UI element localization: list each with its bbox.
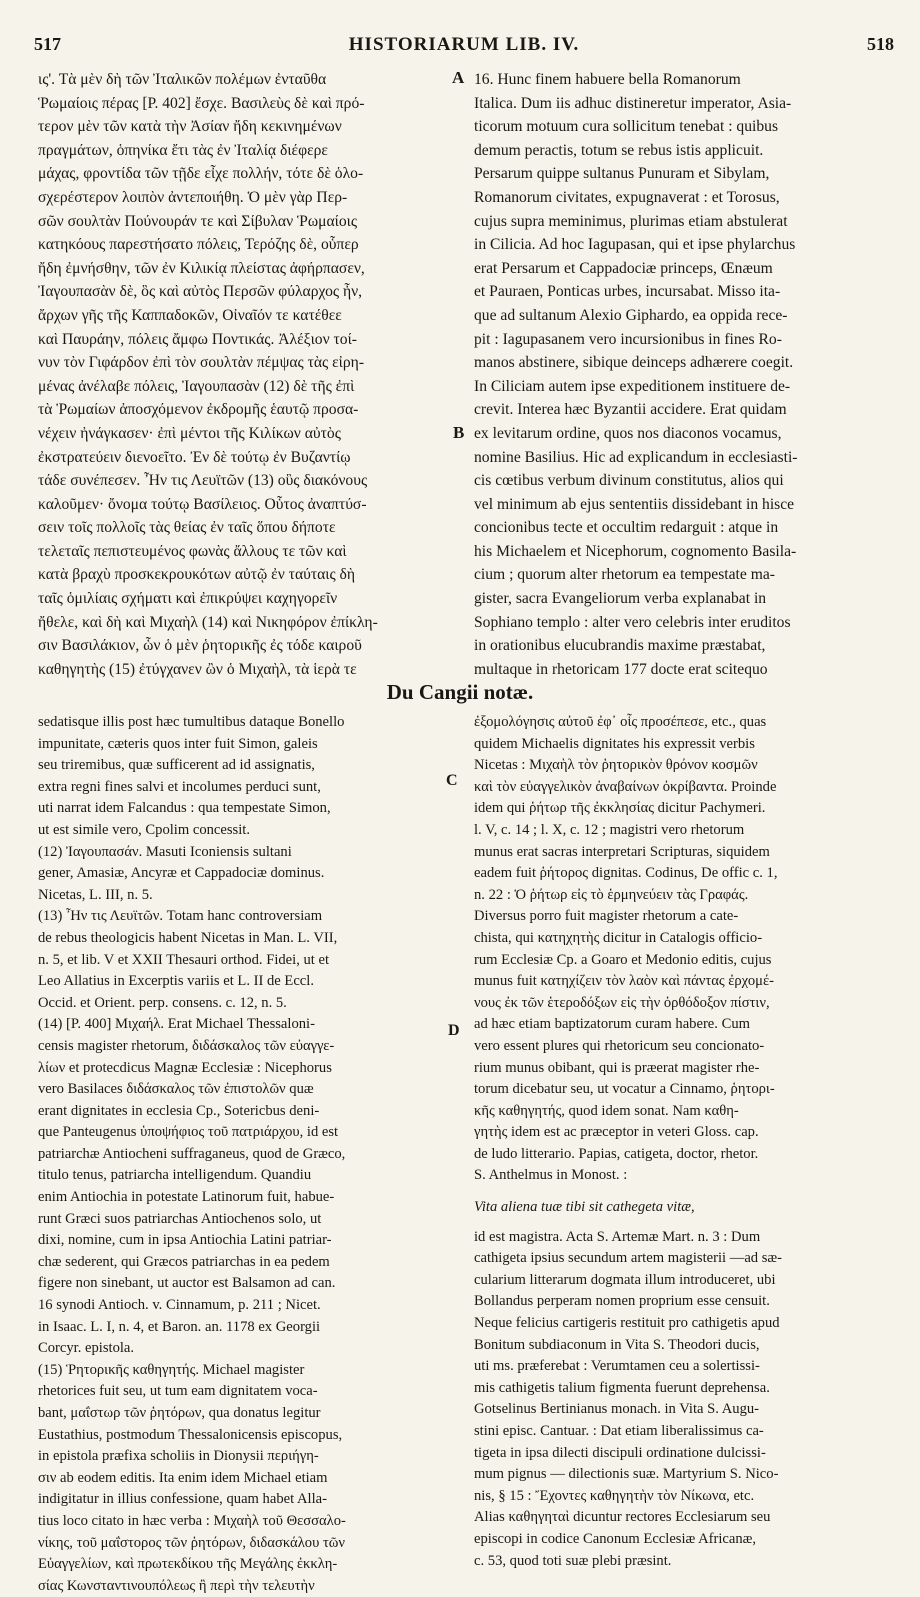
latin-text-line: in orationibus elucubrandis maxime præstabat, (474, 637, 766, 655)
greek-text-line: σχερέστερον λοιπὸν ἀντεποιήθη. Ὁ μὲν γὰρ Περ- (38, 188, 348, 206)
note-line: censis magister rhetorum, διδάσκαλος τῶν εὐαγγε- (38, 1037, 335, 1054)
running-title: HISTORIARUM LIB. IV. (348, 34, 580, 55)
note-line: bant, μαΐστωρ τῶν ῥητόρων, qua donatus legitur (38, 1405, 321, 1421)
greek-text-line: καὶ Παυράην, πόλεις ἄμφω Ποντικάς. Ἀλέξιον τοί- (38, 330, 357, 348)
note-line: patriarchæ Antiocheni suffraganeus, quod de Græco, (38, 1145, 346, 1162)
note-line: καὶ τὸν εὐαγγελικὸν ἀναβαίνων ὀκρίβαντα. Proinde (474, 778, 777, 795)
note-line: uti narrat idem Falcandus : qua tempestate Simon, (38, 800, 331, 817)
notes-title: Du Cangii notæ. (386, 680, 534, 704)
note-line: enim Antiochia in potestate Latinorum fuit, habue- (38, 1189, 335, 1206)
note-line: λίων et protecdicus Magnæ Ecclesiæ : Nicephorus (38, 1059, 332, 1076)
note-line: quidem Michaelis dignitates his expressit verbis (474, 735, 755, 752)
latin-text-line: ticorum motuum cura sollicitum tenebat : quibus (474, 118, 779, 136)
greek-text-line: τάδε συνέπεσεν. Ἦν τις Λευϊτῶν (13) οὓς διακόνους (38, 472, 368, 490)
running-header (34, 34, 894, 60)
margin-marker-d: D (448, 1022, 460, 1039)
greek-text-line: μένας ἀνέλαβε πόλεις, Ἰαγουπασὰν (12) δὲ τῆς ἐπὶ (38, 377, 355, 395)
note-line: torum dicebatur seu, ut vocatur a Cinnamo, ῥητορι- (474, 1081, 775, 1098)
latin-text-line: cis cœtibus verbum divinum constitutus, alios qui (474, 472, 784, 490)
note-line: erant dignitates in ecclesia Cp., Sotericbus deni- (38, 1102, 320, 1119)
latin-text-line: in Cilicia. Ad hoc Iagupasan, qui et ipse phylarchus (474, 236, 796, 254)
greek-text-line: ἤδη ἐμνήσθην, τῶν ἐν Κιλικίᾳ πλείστας ἀφήρπασεν, (38, 259, 365, 277)
greek-text-line: κατηκόους παρεστήσατο πόλεις, Τερόζης δὲ, οὗπερ (38, 236, 359, 254)
greek-text-line: ις'. Τὰ μὲν δὴ τῶν Ἰταλικῶν πολέμων ἐνταῦθα (38, 71, 327, 88)
note-line: Diversus porro fuit magister rhetorum a cate- (474, 908, 739, 925)
note-line: chista, qui κατηχητὴς dicitur in Catalogis officio- (474, 929, 763, 946)
note-line: κῆς καθηγητής, quod idem sonat. Nam καθη- (474, 1102, 739, 1119)
note-line: Εὐαγγελίων, καὶ πρωτεκδίκου τῆς Μεγάλης ἐκκλη- (38, 1556, 338, 1573)
note-line: Occid. et Orient. perp. consens. c. 12, n. 5. (38, 994, 287, 1011)
note-line: extra regni fines salvi et incolumes perduci sunt, (38, 778, 321, 795)
greek-text-line: κατὰ βραχὺ προσκεκρουκότων αὐτῷ ἐν ταύταις δὴ (38, 566, 356, 584)
latin-text-line: nomine Basilius. Hic ad explicandum in ecclesiasti- (474, 448, 798, 466)
note-line: ἐξομολόγησις αὐτοῦ ἐφ᾽ οἷς προσέπεσε, etc., quas (474, 714, 767, 730)
note-line: Nicetas : Μιχαὴλ τὸν ῥητορικὸν θρόνον κοσμῶν (474, 757, 758, 774)
note-line: que Panteugenus ὑποψήφιος τοῦ πατριάρχου, id est (38, 1124, 339, 1141)
note-line: cularium litterarum dogmata illum introduceret, ubi (474, 1271, 776, 1288)
latin-text-line: Romanorum civitates, expugnaverat : et Torosus, (474, 188, 780, 206)
greek-text-line: σιν Βασιλάκιον, ὧν ὁ μὲν ῥητορικῆς ἐς τόδε καιροῦ (38, 637, 362, 655)
greek-text-line: τελεταῖς πεπιστευμένος φωνὰς ἄλλους τε τῶν καὶ (38, 542, 347, 560)
latin-text-line: cujus supra meminimus, plurimas etiam abstulerat (474, 212, 788, 230)
latin-text-line: pit : Iagupasanem vero incursionibus in fines Ro- (474, 330, 782, 348)
greek-text-line: ἤθελε, καὶ δὴ καὶ Μιχαὴλ (14) καὶ Νικηφόρον ἐπίκλη- (38, 613, 378, 631)
note-line: chæ sederent, qui Græcos patriarchas in ea pedem (38, 1253, 330, 1270)
note-line: σιν ab eodem editis. Ita enim idem Michael etiam (38, 1469, 328, 1486)
note-line: mum pignus — dilectionis suæ. Martyrium S. Nico- (474, 1466, 779, 1483)
latin-text-line: gister, sacra Evangeliorum verba explanabat in (474, 590, 767, 608)
note-line: gener, Amasiæ, Ancyræ et Cappadociæ dominus. (38, 865, 325, 882)
greek-text-line: νέχειν ἠνάγκασεν· ἐπὶ μέντοι τῆς Κιλίκων αὐτὸς (38, 424, 341, 442)
note-line: in epistola præfixa scholiis in Dionysii περιήγη- (38, 1448, 319, 1465)
note-line: S. Anthelmus in Monost. : (474, 1167, 628, 1184)
note-line: 16 synodi Antioch. v. Cinnamum, p. 211 ; Nicet. (38, 1297, 321, 1314)
latin-text-line: his Michaelem et Nicephorum, cognomento Basila- (474, 542, 797, 560)
note-line: ut est simile vero, Cpolim concessit. (38, 821, 250, 838)
note-line: uti ms. præferebat : Verumtamen ceu a solertissi- (474, 1358, 760, 1375)
latin-text-line: et Pauraen, Ponticas urbes, incursabat. Misso ita- (474, 283, 781, 301)
notes-right-column (474, 712, 896, 1572)
note-line: munus fuit κατηχίζειν τὸν λαὸν καὶ πάντας ἐρχομέ- (474, 973, 774, 990)
latin-text-line: ex levitarum ordine, quos nos diaconos vocamus, (474, 424, 782, 442)
greek-text-line: ἄρχων γῆς τῆς Καππαδοκῶν, Οἰναῖόν τε κατέθεε (38, 306, 342, 324)
latin-text-line: multaque in rhetoricam 177 docte erat scitequo (474, 660, 768, 678)
latin-text-line: Italica. Dum iis adhuc distineretur imperator, Asia- (474, 94, 792, 112)
note-line: Gotselinus Bertinianus monach. in Vita S. Augu- (474, 1401, 760, 1418)
note-line: sedatisque illis post hæc tumultibus dataque Bonello (38, 714, 345, 730)
note-line: in Isaac. L. I, n. 4, et Baron. an. 1178 ex Georgii (38, 1318, 321, 1335)
note-line: idem qui ῥήτωρ τῆς ἐκκλησίας dicitur Pachymeri. (474, 800, 766, 817)
greek-text-line: καθηγητὴς (15) ἐτύγχανεν ὢν ὁ Μιχαὴλ, τὰ ἱερὰ τε (38, 660, 357, 678)
latin-text-line: erat Persarum et Cappadociæ princeps, Œnæum (474, 259, 773, 277)
note-line: tigeta in ipsa dilecti discipuli ordinatione dulcissi- (474, 1444, 766, 1461)
note-line: νίκης, τοῦ μαΐστορος τῶν ῥητόρων, διδασκάλου τῶν (38, 1534, 346, 1551)
page-number-right: 518 (867, 34, 894, 54)
greek-text-line: νυν τὸν Γιφάρδον ἐπὶ τὸν σουλτὰν πέμψας τὰς εἰρη- (38, 354, 365, 372)
greek-text-line: Ἰαγουπασὰν δὲ, ὃς καὶ αὐτὸς Περσῶν φύλαρχος ἦν, (38, 283, 363, 301)
note-line: Bonitum subdiaconum in Vita S. Theodori ducis, (474, 1336, 760, 1353)
greek-text-line: καλοῦμεν· ὄνομα τούτῳ Βασίλειος. Οὗτος ἀναπτύσ- (38, 495, 367, 513)
note-line: id est magistra. Acta S. Artemæ Mart. n. 3 : Dum (474, 1228, 761, 1245)
margin-marker-b: B (453, 423, 465, 442)
note-line: Corcyr. epistola. (38, 1340, 135, 1357)
latin-text-line: cium ; quorum alter rhetorum ea tempestate ma- (474, 566, 775, 584)
note-line: titulo tenus, patriarcha intelligendum. Quandiu (38, 1167, 312, 1184)
note-line: runt Græci suos patriarchas Antiochenos solo, ut (38, 1210, 322, 1227)
note-line: dixi, nomine, cum in ipsa Antiochia Latini patriar- (38, 1232, 332, 1249)
note-line: ad hæc etiam baptizatorum curam habere. Cum (474, 1016, 750, 1033)
note-line: (15) Ῥητορικῆς καθηγητής. Michael magister (38, 1361, 305, 1378)
latin-text-line: Sophiano templo : alter vero celebris inter eruditos (474, 613, 791, 631)
greek-text-line: σῶν σουλτὰν Πούνουράν τε καὶ Σίβυλαν Ῥωμαίοις (38, 212, 358, 230)
note-line: (14) [P. 400] Μιχαήλ. Erat Michael Thessaloni- (38, 1016, 315, 1033)
note-line: de rebus theologicis habent Nicetas in Man. L. VII, (38, 929, 338, 946)
greek-text-line: ἐκστρατεύειν διενοεῖτο. Ἐν δὲ τούτῳ ἐν Βυζαντίῳ (38, 448, 351, 466)
note-line: munus erat sacras interpretari Scripturas, siquidem (474, 843, 770, 860)
greek-text-line: μάχας, φροντίδα τῶν τῇδε εἶχε πολλήν, τότε δὲ ὁλο- (38, 165, 364, 183)
note-line: Leo Allatius in Excerptis variis et L. II de Eccl. (38, 973, 314, 990)
note-line: episcopi in codice Canonum Ecclesiæ Africanæ, (474, 1530, 757, 1547)
note-line: Bollandus perperam nomen proprium esse censuit. (474, 1293, 770, 1310)
note-line: indigitatur in illius confessione, quam habet Alla- (38, 1491, 327, 1508)
greek-text-line: ταῖς ὁμιλίαις σχήματι καὶ ἐπικρύψει καχηγορεῖν (38, 590, 338, 608)
latin-text-line: 16. Hunc finem habuere bella Romanorum (474, 71, 741, 88)
latin-text-line: Persarum quippe sultanus Punuram et Sibylam, (474, 165, 770, 183)
note-line: Nicetas, L. III, n. 5. (38, 886, 153, 903)
note-line: n. 5, et lib. V et XXII Thesauri orthod. Fidei, ut et (38, 951, 330, 968)
note-line: Eustathius, postmodum Thessalonicensis episcopus, (38, 1426, 343, 1443)
note-line: cathigeta ipsius secundum artem magisterii —ad sæ- (474, 1250, 783, 1267)
note-line: γητὴς idem est ac præceptor in veteri Gloss. cap. (474, 1124, 759, 1141)
greek-text-line: σειν τοῖς πολλοῖς τὰς θείας ἐν ταῖς ὅπου δήποτε (38, 519, 336, 537)
latin-text-line: crevit. Interea hæc Byzantii accidere. Erat quidam (474, 401, 787, 419)
greek-text-column (38, 68, 463, 681)
greek-text-line: Ῥωμαίοις πέρας [P. 402] ἔσχε. Βασιλεὺς δὲ καὶ πρό- (38, 94, 365, 112)
note-line: figere non sinebant, ut auctor est Balsamon ad can. (38, 1275, 336, 1292)
note-line: vero essent plures qui rhetoricum seu concionato- (474, 1037, 765, 1054)
note-line: σίας Κωνσταντινουπόλεως ἢ περὶ τὴν τελευτὴν (38, 1577, 315, 1594)
latin-text-line: In Ciliciam autem ipse expeditionem instituere de- (474, 377, 791, 395)
latin-text-line: vel minimum ab ejus sententiis dissidebant in hisce (474, 495, 795, 513)
note-line: eadem fuit ῥήτορος dignitas. Codinus, De offic c. 1, (474, 865, 778, 882)
page-number-left: 517 (34, 34, 61, 54)
note-line: vero Basilaces διδάσκαλος τῶν ἐπιστολῶν quæ (38, 1081, 314, 1098)
note-line: (13) Ἦν τις Λευϊτῶν. Totam hanc controversiam (38, 908, 323, 925)
latin-text-column (474, 68, 896, 681)
note-line: nis, § 15 : Ἔχοντες καθηγητὴν τὸν Νίκωνα, etc. (474, 1487, 755, 1504)
note-line: rium munus obibant, qui is præerat magister rhe- (474, 1059, 760, 1076)
latin-text-line: que ad sultanum Alexio Giphardo, ea oppida rece- (474, 306, 788, 324)
latin-text-line: manos abstinere, sibique deinceps adhærere coegit. (474, 354, 794, 372)
note-line: impunitate, cæteris quos inter fuit Simon, galeis (38, 735, 318, 752)
note-line: νους ἐκ τῶν ἑτεροδόξων εἰς τὴν ὀρθόδοξον πίστιν, (474, 994, 770, 1011)
note-line: tius loco citato in hæc verba : Μιχαὴλ τοῦ Θεσσαλο- (38, 1512, 346, 1529)
margin-marker-a: A (452, 68, 465, 87)
note-line: l. V, c. 14 ; l. X, c. 12 ; magistri vero rhetorum (474, 821, 745, 838)
note-line: mis cathigetis talium figmenta fuerunt deprehensa. (474, 1379, 770, 1396)
note-line: seu triremibus, quæ sufficerent ad id assignatis, (38, 757, 315, 774)
note-line: rum Ecclesiæ Cp. a Goaro et Medonio editis, cujus (474, 951, 772, 968)
note-line: Alias καθηγηταὶ dicuntur rectores Ecclesiarum seu (474, 1509, 771, 1526)
greek-text-line: τὰ Ῥωμαίων ἀποσχόμενον ἐκδρομῆς ἑαυτῷ προσα- (38, 401, 359, 419)
greek-text-line: πραγμάτων, ὁπηνίκα ἔτι τὰς ἐν Ἰταλίᾳ διέφερε (38, 141, 328, 159)
latin-text-line: demum peractis, totum se rebus istis applicuit. (474, 141, 764, 159)
note-line: c. 53, quod toti suæ plebi præsint. (474, 1552, 672, 1569)
note-verse-quotation: Vita aliena tuæ tibi sit cathegeta vitæ, (474, 1199, 695, 1216)
note-line: n. 22 : Ὁ ῥήτωρ εἰς τὸ ἑρμηνεύειν τὰς Γραφάς. (474, 886, 749, 903)
note-line: stini episc. Cantuar. : Dat etiam liberalissimus ca- (474, 1423, 764, 1439)
note-line: rhetorices fuit seu, ut tum eam dignitatem voca- (38, 1383, 318, 1400)
note-line: Neque felicius cartigeris restituit pro cathigetis apud (474, 1315, 780, 1332)
greek-text-line: τερον μὲν τῶν κατὰ τὴν Ἀσίαν ἤδη κεκινημένων (38, 118, 342, 136)
latin-text-line: concionibus tecte et occultim redarguit : atque in (474, 519, 779, 537)
note-line: de ludo litterario. Papias, catigeta, doctor, rhetor. (474, 1145, 759, 1162)
note-line: (12) Ἰαγουπασάν. Masuti Iconiensis sultani (38, 843, 292, 860)
notes-left-column (38, 712, 450, 1597)
margin-marker-c: C (446, 772, 458, 789)
